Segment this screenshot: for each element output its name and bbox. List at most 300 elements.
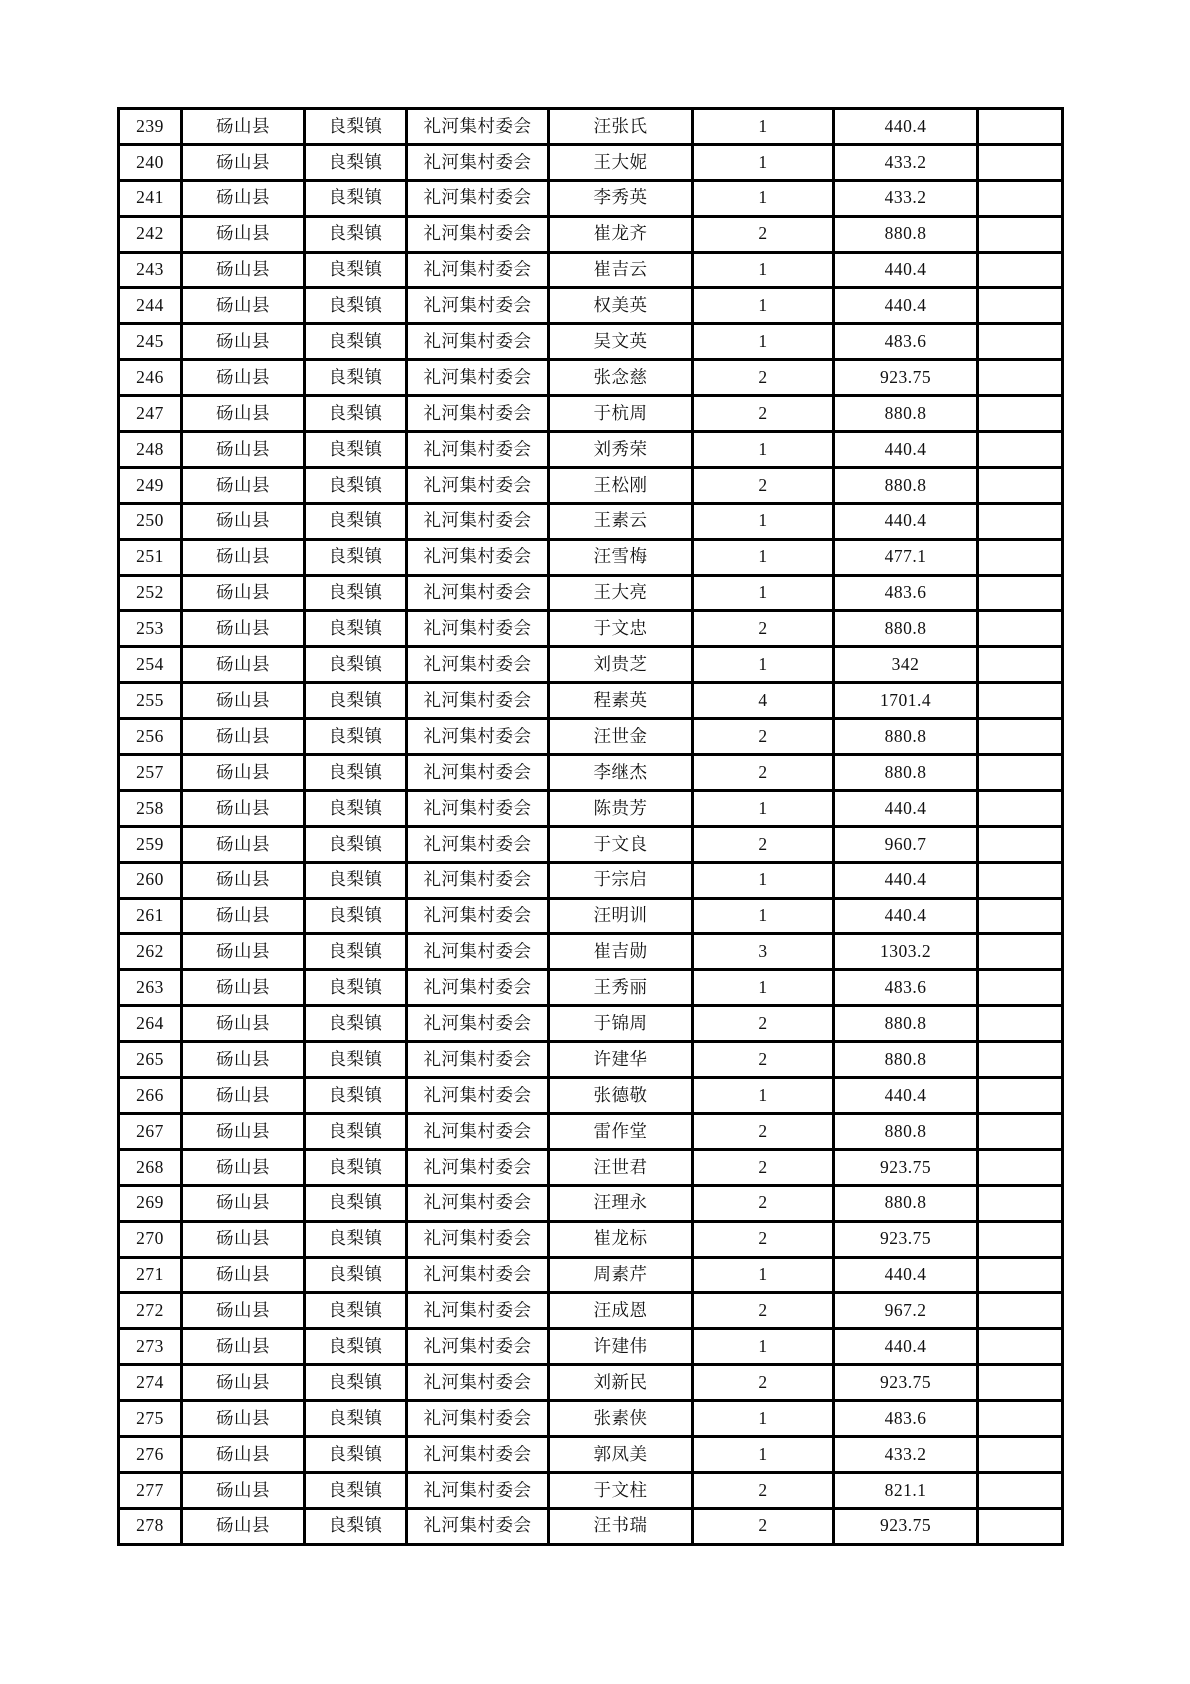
table-row [119,1006,1063,1042]
count-cell: 3 [693,934,834,970]
name-cell: 崔龙标 [549,1221,693,1257]
amount-cell: 960.7 [834,826,978,862]
town-cell: 良梨镇 [305,360,407,396]
seq-cell: 268 [119,1149,182,1185]
town-cell: 良梨镇 [305,1401,407,1437]
county-cell: 砀山县 [182,467,305,503]
seq-cell: 239 [119,109,182,145]
village-cell: 礼河集村委会 [407,324,549,360]
county-cell: 砀山县 [182,503,305,539]
amount-cell: 477.1 [834,539,978,575]
blank-cell [978,1185,1063,1221]
count-cell: 2 [693,1508,834,1544]
table-row [119,826,1063,862]
roster-table-container [117,107,1064,1546]
county-cell: 砀山县 [182,1221,305,1257]
table-row [119,1401,1063,1437]
village-cell: 礼河集村委会 [407,539,549,575]
blank-cell [978,180,1063,216]
amount-cell: 923.75 [834,1221,978,1257]
count-cell: 2 [693,719,834,755]
town-cell: 良梨镇 [305,252,407,288]
blank-cell [978,611,1063,647]
county-cell: 砀山县 [182,826,305,862]
town-cell: 良梨镇 [305,1006,407,1042]
table-row [119,109,1063,145]
village-cell: 礼河集村委会 [407,683,549,719]
county-cell: 砀山县 [182,1113,305,1149]
table-row [119,1472,1063,1508]
amount-cell: 483.6 [834,970,978,1006]
name-cell: 于文忠 [549,611,693,647]
blank-cell [978,755,1063,791]
amount-cell: 433.2 [834,144,978,180]
table-row [119,396,1063,432]
county-cell: 砀山县 [182,575,305,611]
name-cell: 于文良 [549,826,693,862]
county-cell: 砀山县 [182,1401,305,1437]
town-cell: 良梨镇 [305,1293,407,1329]
amount-cell: 923.75 [834,360,978,396]
blank-cell [978,1006,1063,1042]
name-cell: 李继杰 [549,755,693,791]
town-cell: 良梨镇 [305,719,407,755]
county-cell: 砀山县 [182,970,305,1006]
blank-cell [978,575,1063,611]
village-cell: 礼河集村委会 [407,109,549,145]
amount-cell: 880.8 [834,396,978,432]
town-cell: 良梨镇 [305,109,407,145]
count-cell: 1 [693,1078,834,1114]
name-cell: 汪世君 [549,1149,693,1185]
table-row [119,898,1063,934]
blank-cell [978,862,1063,898]
town-cell: 良梨镇 [305,862,407,898]
town-cell: 良梨镇 [305,826,407,862]
name-cell: 周素芹 [549,1257,693,1293]
village-cell: 礼河集村委会 [407,1329,549,1365]
seq-cell: 240 [119,144,182,180]
seq-cell: 271 [119,1257,182,1293]
seq-cell: 242 [119,216,182,252]
count-cell: 2 [693,826,834,862]
county-cell: 砀山县 [182,539,305,575]
table-row [119,432,1063,468]
name-cell: 王秀丽 [549,970,693,1006]
count-cell: 1 [693,790,834,826]
town-cell: 良梨镇 [305,324,407,360]
name-cell: 汪世金 [549,719,693,755]
blank-cell [978,1257,1063,1293]
table-row [119,180,1063,216]
blank-cell [978,1078,1063,1114]
county-cell: 砀山县 [182,1078,305,1114]
village-cell: 礼河集村委会 [407,647,549,683]
name-cell: 于锦周 [549,1006,693,1042]
amount-cell: 923.75 [834,1508,978,1544]
seq-cell: 260 [119,862,182,898]
name-cell: 刘新民 [549,1365,693,1401]
table-row [119,288,1063,324]
name-cell: 张念慈 [549,360,693,396]
town-cell: 良梨镇 [305,1257,407,1293]
count-cell: 1 [693,109,834,145]
table-row [119,1508,1063,1544]
town-cell: 良梨镇 [305,1329,407,1365]
name-cell: 汪明训 [549,898,693,934]
village-cell: 礼河集村委会 [407,1185,549,1221]
count-cell: 2 [693,611,834,647]
town-cell: 良梨镇 [305,683,407,719]
seq-cell: 270 [119,1221,182,1257]
seq-cell: 241 [119,180,182,216]
name-cell: 汪雪梅 [549,539,693,575]
seq-cell: 253 [119,611,182,647]
town-cell: 良梨镇 [305,934,407,970]
county-cell: 砀山县 [182,288,305,324]
table-row [119,1185,1063,1221]
amount-cell: 880.8 [834,755,978,791]
count-cell: 1 [693,432,834,468]
county-cell: 砀山县 [182,360,305,396]
name-cell: 于文柱 [549,1472,693,1508]
seq-cell: 250 [119,503,182,539]
town-cell: 良梨镇 [305,1042,407,1078]
count-cell: 1 [693,288,834,324]
seq-cell: 275 [119,1401,182,1437]
town-cell: 良梨镇 [305,1436,407,1472]
amount-cell: 880.8 [834,216,978,252]
name-cell: 汪张氏 [549,109,693,145]
count-cell: 2 [693,396,834,432]
seq-cell: 249 [119,467,182,503]
table-row [119,611,1063,647]
amount-cell: 440.4 [834,109,978,145]
town-cell: 良梨镇 [305,790,407,826]
county-cell: 砀山县 [182,898,305,934]
count-cell: 2 [693,1221,834,1257]
village-cell: 礼河集村委会 [407,1113,549,1149]
seq-cell: 278 [119,1508,182,1544]
table-row [119,252,1063,288]
seq-cell: 266 [119,1078,182,1114]
table-row [119,1042,1063,1078]
table-row [119,647,1063,683]
table-row [119,1293,1063,1329]
county-cell: 砀山县 [182,1293,305,1329]
county-cell: 砀山县 [182,1436,305,1472]
blank-cell [978,467,1063,503]
seq-cell: 257 [119,755,182,791]
amount-cell: 433.2 [834,1436,978,1472]
seq-cell: 272 [119,1293,182,1329]
village-cell: 礼河集村委会 [407,252,549,288]
table-row [119,683,1063,719]
seq-cell: 273 [119,1329,182,1365]
village-cell: 礼河集村委会 [407,1006,549,1042]
village-cell: 礼河集村委会 [407,719,549,755]
table-row [119,934,1063,970]
county-cell: 砀山县 [182,862,305,898]
name-cell: 吴文英 [549,324,693,360]
name-cell: 郭凤美 [549,1436,693,1472]
table-row [119,1078,1063,1114]
seq-cell: 277 [119,1472,182,1508]
name-cell: 刘贵芝 [549,647,693,683]
county-cell: 砀山县 [182,1257,305,1293]
amount-cell: 923.75 [834,1365,978,1401]
blank-cell [978,1149,1063,1185]
blank-cell [978,109,1063,145]
village-cell: 礼河集村委会 [407,216,549,252]
blank-cell [978,647,1063,683]
seq-cell: 243 [119,252,182,288]
county-cell: 砀山县 [182,1185,305,1221]
name-cell: 张德敬 [549,1078,693,1114]
town-cell: 良梨镇 [305,503,407,539]
blank-cell [978,898,1063,934]
blank-cell [978,719,1063,755]
town-cell: 良梨镇 [305,396,407,432]
county-cell: 砀山县 [182,647,305,683]
town-cell: 良梨镇 [305,1472,407,1508]
count-cell: 1 [693,1401,834,1437]
town-cell: 良梨镇 [305,611,407,647]
table-row [119,1436,1063,1472]
seq-cell: 274 [119,1365,182,1401]
amount-cell: 1303.2 [834,934,978,970]
table-row [119,1221,1063,1257]
blank-cell [978,324,1063,360]
name-cell: 张素侠 [549,1401,693,1437]
county-cell: 砀山县 [182,790,305,826]
count-cell: 1 [693,539,834,575]
name-cell: 于杭周 [549,396,693,432]
name-cell: 于宗启 [549,862,693,898]
count-cell: 2 [693,467,834,503]
seq-cell: 263 [119,970,182,1006]
count-cell: 1 [693,1329,834,1365]
amount-cell: 880.8 [834,611,978,647]
county-cell: 砀山县 [182,1006,305,1042]
count-cell: 1 [693,252,834,288]
count-cell: 1 [693,180,834,216]
table-row [119,1257,1063,1293]
name-cell: 崔吉云 [549,252,693,288]
county-cell: 砀山县 [182,1365,305,1401]
town-cell: 良梨镇 [305,467,407,503]
county-cell: 砀山县 [182,180,305,216]
amount-cell: 880.8 [834,1042,978,1078]
village-cell: 礼河集村委会 [407,503,549,539]
town-cell: 良梨镇 [305,432,407,468]
county-cell: 砀山县 [182,396,305,432]
town-cell: 良梨镇 [305,1221,407,1257]
count-cell: 2 [693,1185,834,1221]
table-row [119,216,1063,252]
county-cell: 砀山县 [182,611,305,647]
town-cell: 良梨镇 [305,288,407,324]
village-cell: 礼河集村委会 [407,396,549,432]
amount-cell: 342 [834,647,978,683]
town-cell: 良梨镇 [305,1078,407,1114]
seq-cell: 245 [119,324,182,360]
amount-cell: 880.8 [834,1185,978,1221]
name-cell: 王松刚 [549,467,693,503]
seq-cell: 259 [119,826,182,862]
county-cell: 砀山县 [182,755,305,791]
table-row [119,719,1063,755]
table-row [119,1113,1063,1149]
county-cell: 砀山县 [182,934,305,970]
roster-table-body [119,109,1063,1545]
seq-cell: 262 [119,934,182,970]
table-row [119,144,1063,180]
town-cell: 良梨镇 [305,1365,407,1401]
blank-cell [978,1221,1063,1257]
name-cell: 汪成恩 [549,1293,693,1329]
village-cell: 礼河集村委会 [407,1293,549,1329]
town-cell: 良梨镇 [305,216,407,252]
town-cell: 良梨镇 [305,898,407,934]
name-cell: 刘秀荣 [549,432,693,468]
village-cell: 礼河集村委会 [407,288,549,324]
amount-cell: 440.4 [834,503,978,539]
seq-cell: 244 [119,288,182,324]
village-cell: 礼河集村委会 [407,575,549,611]
village-cell: 礼河集村委会 [407,1149,549,1185]
village-cell: 礼河集村委会 [407,862,549,898]
count-cell: 1 [693,324,834,360]
blank-cell [978,790,1063,826]
seq-cell: 252 [119,575,182,611]
village-cell: 礼河集村委会 [407,467,549,503]
amount-cell: 440.4 [834,1257,978,1293]
county-cell: 砀山县 [182,1042,305,1078]
blank-cell [978,252,1063,288]
blank-cell [978,1329,1063,1365]
village-cell: 礼河集村委会 [407,180,549,216]
table-row [119,790,1063,826]
table-row [119,575,1063,611]
count-cell: 1 [693,1436,834,1472]
amount-cell: 1701.4 [834,683,978,719]
count-cell: 1 [693,898,834,934]
name-cell: 雷作堂 [549,1113,693,1149]
amount-cell: 483.6 [834,575,978,611]
village-cell: 礼河集村委会 [407,790,549,826]
amount-cell: 967.2 [834,1293,978,1329]
village-cell: 礼河集村委会 [407,1472,549,1508]
amount-cell: 440.4 [834,432,978,468]
village-cell: 礼河集村委会 [407,1257,549,1293]
town-cell: 良梨镇 [305,647,407,683]
name-cell: 李秀英 [549,180,693,216]
county-cell: 砀山县 [182,109,305,145]
count-cell: 1 [693,647,834,683]
county-cell: 砀山县 [182,1472,305,1508]
name-cell: 王素云 [549,503,693,539]
table-row [119,539,1063,575]
county-cell: 砀山县 [182,1149,305,1185]
blank-cell [978,432,1063,468]
count-cell: 2 [693,360,834,396]
name-cell: 权美英 [549,288,693,324]
seq-cell: 254 [119,647,182,683]
town-cell: 良梨镇 [305,1185,407,1221]
count-cell: 1 [693,575,834,611]
name-cell: 王大亮 [549,575,693,611]
table-row [119,755,1063,791]
table-row [119,970,1063,1006]
blank-cell [978,1293,1063,1329]
amount-cell: 923.75 [834,1149,978,1185]
village-cell: 礼河集村委会 [407,1436,549,1472]
amount-cell: 483.6 [834,324,978,360]
amount-cell: 440.4 [834,252,978,288]
seq-cell: 248 [119,432,182,468]
county-cell: 砀山县 [182,1329,305,1365]
name-cell: 汪理永 [549,1185,693,1221]
table-row [119,467,1063,503]
blank-cell [978,288,1063,324]
table-row [119,1149,1063,1185]
blank-cell [978,144,1063,180]
blank-cell [978,216,1063,252]
table-row [119,360,1063,396]
blank-cell [978,1401,1063,1437]
town-cell: 良梨镇 [305,755,407,791]
town-cell: 良梨镇 [305,1113,407,1149]
village-cell: 礼河集村委会 [407,1508,549,1544]
blank-cell [978,683,1063,719]
village-cell: 礼河集村委会 [407,1401,549,1437]
table-row [119,862,1063,898]
village-cell: 礼河集村委会 [407,611,549,647]
blank-cell [978,1436,1063,1472]
county-cell: 砀山县 [182,324,305,360]
count-cell: 2 [693,755,834,791]
town-cell: 良梨镇 [305,180,407,216]
amount-cell: 483.6 [834,1401,978,1437]
county-cell: 砀山县 [182,216,305,252]
village-cell: 礼河集村委会 [407,934,549,970]
blank-cell [978,1472,1063,1508]
amount-cell: 440.4 [834,790,978,826]
seq-cell: 269 [119,1185,182,1221]
blank-cell [978,539,1063,575]
amount-cell: 440.4 [834,1329,978,1365]
count-cell: 1 [693,503,834,539]
blank-cell [978,360,1063,396]
count-cell: 2 [693,1006,834,1042]
seq-cell: 256 [119,719,182,755]
roster-table [117,107,1064,1546]
count-cell: 2 [693,1365,834,1401]
count-cell: 2 [693,1113,834,1149]
village-cell: 礼河集村委会 [407,1365,549,1401]
county-cell: 砀山县 [182,1508,305,1544]
village-cell: 礼河集村委会 [407,144,549,180]
count-cell: 2 [693,216,834,252]
count-cell: 2 [693,1293,834,1329]
village-cell: 礼河集村委会 [407,1078,549,1114]
name-cell: 王大妮 [549,144,693,180]
amount-cell: 440.4 [834,1078,978,1114]
count-cell: 1 [693,862,834,898]
village-cell: 礼河集村委会 [407,970,549,1006]
count-cell: 2 [693,1472,834,1508]
